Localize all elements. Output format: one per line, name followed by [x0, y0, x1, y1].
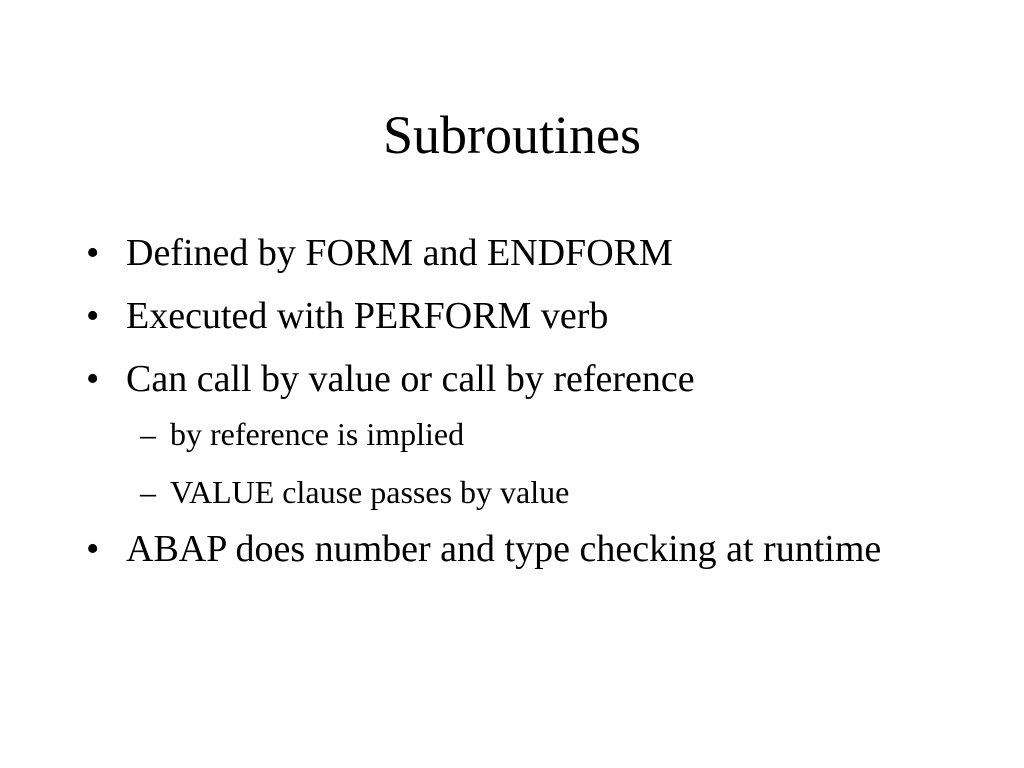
dash-icon: –	[140, 474, 156, 510]
bullet-list	[86, 230, 946, 589]
bullet-text: Can call by value or call by reference	[126, 358, 695, 400]
bullet-text: Executed with PERFORM verb	[126, 295, 609, 337]
slide-title: Subroutines	[382, 105, 641, 165]
sub-bullet-item	[140, 472, 946, 512]
sub-bullet-list	[126, 414, 946, 512]
bullet-item	[86, 526, 946, 572]
bullet-item	[86, 293, 946, 339]
bullet-icon: •	[86, 295, 100, 337]
bullet-text: ABAP does number and type checking at runtime	[126, 528, 882, 570]
dash-icon: –	[140, 416, 156, 452]
bullet-icon: •	[86, 528, 100, 570]
bullet-icon: •	[86, 232, 100, 274]
bullet-item	[86, 230, 946, 276]
sub-bullet-text: by reference is implied	[170, 416, 465, 452]
bullet-text: Defined by FORM and ENDFORM	[126, 232, 673, 274]
bullet-icon: •	[86, 358, 100, 400]
sub-bullet-text: VALUE clause passes by value	[170, 474, 570, 510]
sub-bullet-item	[140, 414, 946, 454]
bullet-item	[86, 356, 946, 512]
